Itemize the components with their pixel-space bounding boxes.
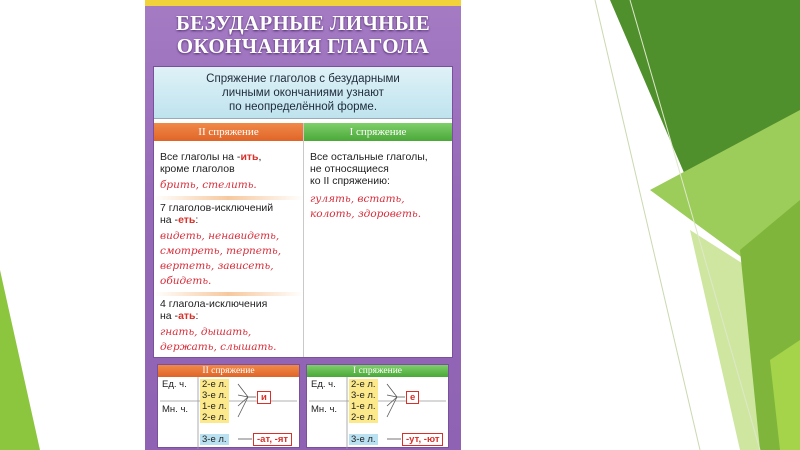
second-conjugation-endings-table: [157, 364, 300, 448]
rule-text: не относящиеся: [310, 163, 389, 175]
section-divider: [154, 292, 303, 296]
intro-line: Спряжение глаголов с безударными: [206, 73, 400, 85]
person-cell: 1-е л.: [351, 401, 376, 412]
ending-highlight: еть: [178, 214, 196, 226]
second-conjugation-header: II спряжение: [154, 123, 303, 141]
ending-box-i: и: [257, 391, 271, 404]
plural-label: Мн. ч.: [162, 404, 189, 415]
rule-text: Все остальные глаголы,: [310, 151, 428, 163]
table-header: II спряжение: [158, 365, 299, 377]
ending-highlight: ать: [178, 310, 196, 322]
ending-box-e: е: [406, 391, 419, 404]
example-words: смотреть, терпеть,: [160, 245, 282, 257]
rule-text: :: [195, 214, 199, 226]
verb-endings-poster: [145, 0, 461, 450]
rule-text: ко II спряжению:: [310, 175, 390, 187]
first-conjugation-endings-table: [306, 364, 449, 448]
rule-ать: [154, 310, 303, 322]
rule-ить: [154, 151, 303, 163]
intro-line: по неопределённой форме.: [228, 101, 378, 113]
rule-text: кроме глаголов: [160, 163, 235, 175]
person-cell: 3-е л.: [202, 390, 227, 401]
singular-label: Ед. ч.: [162, 379, 187, 390]
ending-box-ut-yut: -ут, -ют: [402, 433, 443, 446]
person-cell: 3-е л.: [351, 434, 376, 445]
example-words: держать, слышать.: [160, 341, 277, 353]
example-words: обидеть.: [160, 275, 212, 287]
section-divider: [154, 196, 303, 200]
rule-text: на -: [160, 214, 179, 226]
person-cell: 3-е л.: [351, 390, 376, 401]
conjugation-columns: [154, 123, 452, 357]
example-words: гнать, дышать,: [160, 326, 252, 338]
poster-title: [145, 12, 461, 58]
second-conjugation-column: [154, 123, 304, 357]
example-words: брить, стелить.: [160, 179, 257, 191]
left-green-triangle: [0, 270, 40, 450]
person-cell: 2-е л.: [202, 412, 227, 423]
person-cell: 1-е л.: [202, 401, 227, 412]
poster-title-line: ОКОНЧАНИЯ ГЛАГОЛА: [176, 34, 430, 58]
rule-text: Все глаголы на -: [160, 151, 241, 163]
intro-line: личными окончаниями узнают: [222, 87, 384, 99]
rule-text: ,: [258, 151, 262, 163]
person-cell: 3-е л.: [202, 434, 227, 445]
poster-top-bar: [145, 0, 461, 6]
poster-title-line: БЕЗУДАРНЫЕ ЛИЧНЫЕ: [175, 11, 431, 35]
table-body: [307, 377, 448, 449]
rule-text: на -: [160, 310, 179, 322]
first-conjugation-column: [304, 123, 452, 357]
person-cell: 2-е л.: [351, 379, 376, 390]
example-words: колоть, здороветь.: [310, 208, 422, 220]
ending-highlight: ить: [240, 151, 259, 163]
table-body: [158, 377, 299, 449]
person-cell: 2-е л.: [202, 379, 227, 390]
rule-text: 7 глаголов-исключений: [160, 202, 274, 214]
ending-box-at-yat: -ат, -ят: [253, 433, 292, 446]
plural-label: Мн. ч.: [311, 404, 338, 415]
conjugation-rules-card: [153, 66, 453, 358]
rule-еть: [154, 214, 303, 226]
first-conjugation-header: I спряжение: [304, 123, 452, 141]
example-words: вертеть, зависеть,: [160, 260, 274, 272]
table-header: I спряжение: [307, 365, 448, 377]
rule-text: 4 глагола-исключения: [160, 298, 268, 310]
intro-text: [154, 67, 452, 119]
example-words: гулять, встать,: [310, 193, 405, 205]
rule-text: :: [195, 310, 199, 322]
example-words: видеть, ненавидеть,: [160, 230, 280, 242]
singular-label: Ед. ч.: [311, 379, 336, 390]
person-cell: 2-е л.: [351, 412, 376, 423]
